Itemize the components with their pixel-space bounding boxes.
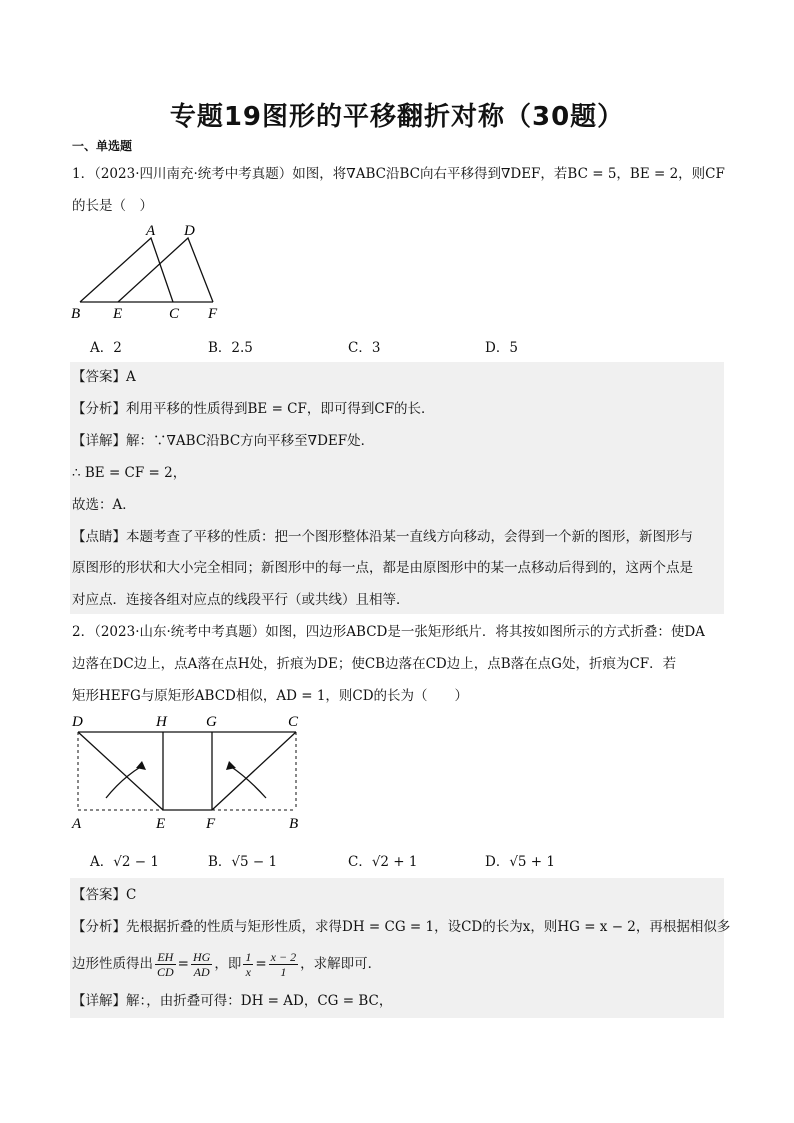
label-d: D [72,714,83,730]
q1-stem-line1: 1．（2023·四川南充·统考中考真题）如图，将∇ABC沿BC向右平移得到∇DEF，若BC = 5，BE = 2，则CF [72,166,725,182]
label-e: E [156,816,166,832]
q2-option-c[interactable]: C．√2 + 1 [348,854,418,870]
q1-option-c[interactable]: C．3 [348,340,381,356]
label-d: D [184,223,195,239]
q1-option-a[interactable]: A．2 [90,340,122,356]
q1-comment2: 原图形的形状和大小完全相同；新图形中的每一点，都是由原图形中的某一点移动后得到的，这两个点是 [72,560,693,576]
label-c: C [169,306,180,322]
equals-sign-2: = [255,956,267,972]
triangle-abc [80,238,173,302]
q2-analysis2-pre: 边形性质得出 [72,956,153,972]
label-g: G [206,714,217,730]
crease-de [78,732,163,810]
fraction-x-minus-2: $\frac{x - 2}{1}$ [270,950,297,979]
equals-sign: = [177,956,189,972]
label-h: H [156,714,167,730]
fraction-hg-ad: $\frac{HG}{AD}$ [192,950,211,979]
q2-analysis2-post: ，求解即可． [300,956,382,972]
q2-stem-line1: 2．（2023·山东·统考中考真题）如图，四边形ABCD是一张矩形纸片．将其按如图所示的方式折叠：使DA [72,624,705,640]
q1-figure [68,222,228,322]
q1-option-b[interactable]: B．2.5 [208,340,253,356]
fold-arrow-right [230,766,266,798]
label-b: B [289,816,299,832]
crease-cf [212,732,296,810]
label-f: F [208,306,218,322]
page-title: 专题19图形的平移翻折对称（30题） [169,102,625,132]
q2-option-a[interactable]: A．√2 − 1 [90,854,159,870]
q1-detail3: 故选：A． [72,497,136,513]
q2-stem-line2: 边落在DC边上，点A落在点H处，折痕为DE；使CB边落在CD边上，点B落在点G处，折痕为CF．若 [72,656,677,672]
q2-options [90,850,555,870]
label-b: B [71,306,81,322]
q2-option-d[interactable]: D．√5 + 1 [485,854,555,870]
q2-figure [66,708,316,833]
label-a: A [72,816,82,832]
fold-arrow-left [106,766,142,798]
q1-answer: 【答案】A [72,369,136,385]
label-c: C [288,714,299,730]
q1-detail2: ∴ BE = CF = 2， [72,465,187,481]
q2-stem-line3: 矩形HEFG与原矩形ABCD相似，AD = 1，则CD的长为（ ） [72,688,469,704]
q1-options [90,336,518,356]
q1-analysis: 【分析】利用平移的性质得到BE = CF，即可得到CF的长． [72,401,435,417]
fraction-eh-cd: $\frac{EH}{CD}$ [157,950,174,979]
label-f: F [206,816,216,832]
q2-detail: 【详解】解：，由折叠可得：DH = AD，CG = BC， [72,993,393,1009]
q2-analysis-line1: 【分析】先根据折叠的性质与矩形性质，求得DH = CG = 1，设CD的长为x，则HG = x − 2，再根据相似多 [72,919,731,935]
q1-comment1: 【点睛】本题考查了平移的性质：把一个图形整体沿某一直线方向移动，会得到一个新的图形，新图形与 [72,529,693,545]
label-e: E [113,306,123,322]
q2-analysis2-mid: ，即 [214,956,242,972]
q1-option-d[interactable]: D．5 [485,340,518,356]
q1-comment3: 对应点．连接各组对应点的线段平行（或共线）且相等． [72,592,410,608]
q1-stem-line2: 的长是（ ） [72,198,153,214]
q2-answer: 【答案】C [72,887,137,903]
q2-analysis-line2 [72,944,381,984]
fraction-1-x: $\frac{1}{x}$ [245,950,252,979]
section-heading: 一、单选题 [72,139,133,153]
q2-option-b[interactable]: B．√5 − 1 [208,854,278,870]
triangle-def [118,238,213,302]
q1-detail: 【详解】解：∵∇ABC沿BC方向平移至∇DEF处． [72,433,375,449]
label-a: A [146,223,156,239]
